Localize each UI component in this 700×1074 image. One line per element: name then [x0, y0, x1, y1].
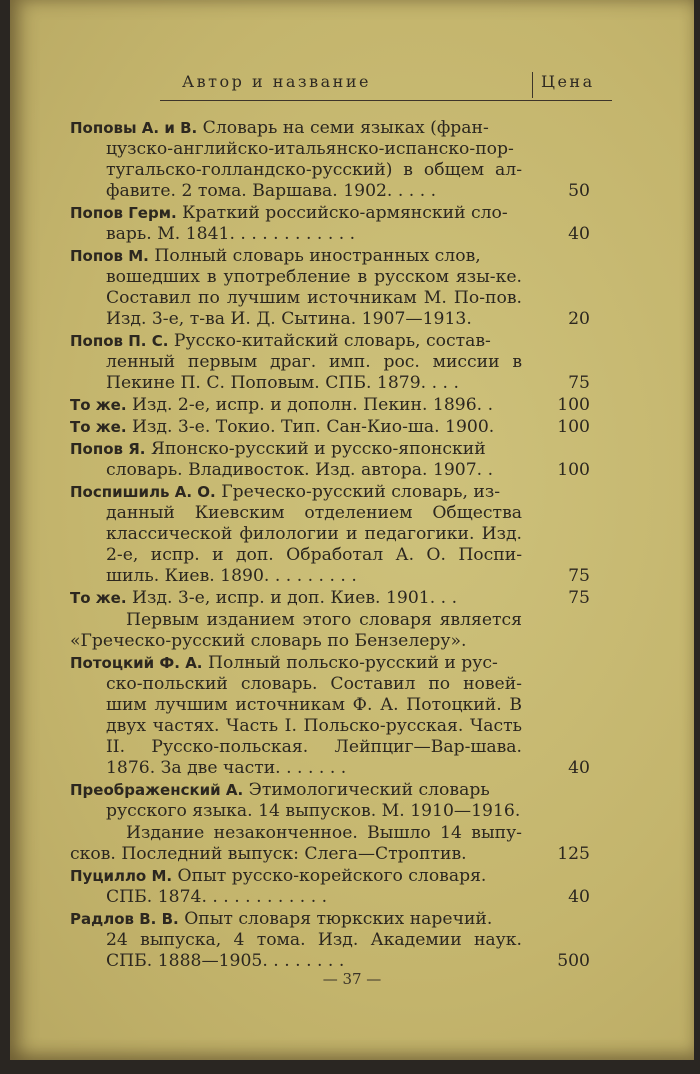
catalog-note [70, 610, 590, 652]
header-price: Цена [532, 72, 612, 98]
catalog-entry [70, 780, 590, 822]
entry-author: Попов М. [70, 247, 149, 265]
entry-price: 75 [568, 588, 590, 608]
catalog-entry [70, 395, 590, 416]
catalog-entry [70, 653, 590, 779]
entry-author: Пуцилло М. [70, 867, 173, 885]
catalog-entry [70, 866, 590, 908]
entry-title-start: Изд. 3-е, испр. и доп. Киев. 1901. . . [126, 588, 458, 608]
entry-author: Попов П. С. [70, 332, 169, 350]
entry-price: 100 [557, 395, 590, 415]
entry-title-start: Изд. 2-е, испр. и дополн. Пекин. 1896. . [126, 395, 494, 415]
entry-description: варь. М. 1841. . . . . . . . . . . . [106, 224, 356, 244]
entry-title-start: Опыт русско-корейского словаря. [172, 866, 487, 886]
entry-description: цузско-английско-итальянско-испанско-пор-тугальско-голландско-русский) в общем ал-фавите. 2 тома. Варшава. 1902. . . . . [106, 139, 522, 201]
entry-title-start: Опыт словаря тюркских наречий. [178, 909, 493, 929]
catalog-note [70, 823, 590, 865]
entry-description: русского языка. 14 выпусков. М. 1910—1916. [106, 801, 521, 821]
catalog-entry [70, 482, 590, 587]
catalog-entry [70, 118, 590, 202]
note-text: Издание незаконченное. Вышло 14 выпу-сков. Последний выпуск: Слега—Строптив. [70, 823, 522, 864]
entry-author: То же. [70, 396, 127, 414]
catalog-entry [70, 203, 590, 245]
note-price: 125 [557, 844, 590, 864]
entry-title-start: Краткий российско-армянский сло- [176, 203, 508, 223]
entry-title-start: Полный словарь иностранных слов, [148, 246, 481, 266]
catalog-entry [70, 439, 590, 481]
entry-title-start: Этимологический словарь [243, 780, 490, 800]
entry-title-start: Изд. 3-е. Токио. Тип. Сан-Кио-ша. 1900. [126, 417, 495, 437]
page-number: — 37 — [322, 970, 382, 988]
entry-description: вошедших в употребление в русском язы-ке. Составил по лучшим источникам М. По-пов. Изд. 3-е, т-ва И. Д. Сытина. 1907—1913. [106, 267, 522, 329]
entry-author: Потоцкий Ф. А. [70, 654, 203, 672]
entry-description: ско-польский словарь. Составил по новей-шим лучшим источникам Ф. А. Потоцкий. В двух частях. Часть I. Польско-русская. Часть II. Русско-польская. Лейпциг—Вар-шава. 1876. За две части. . . . . . . [106, 674, 522, 778]
entry-price: 50 [568, 181, 590, 201]
entry-price: 20 [568, 309, 590, 329]
entry-description: СПБ. 1874. . . . . . . . . . . . [106, 887, 328, 907]
catalog-entry [70, 909, 590, 972]
header-author-title: Автор и название [182, 72, 371, 91]
entry-price: 75 [568, 373, 590, 393]
entry-title-start: Полный польско-русский и рус- [202, 653, 498, 673]
entry-author: То же. [70, 589, 127, 607]
entry-price: 75 [568, 566, 590, 586]
note-text: Первым изданием этого словаря является «Греческо-русский словарь по Бензелеру». [70, 610, 522, 651]
entry-title-start: Греческо-русский словарь, из- [215, 482, 501, 502]
entry-description: словарь. Владивосток. Изд. автора. 1907. . [106, 460, 494, 480]
table-header [160, 70, 612, 101]
entry-price: 40 [568, 758, 590, 778]
entry-description: ленный первым драг. имп. рос. миссии в Пекине П. С. Поповым. СПБ. 1879. . . . [106, 352, 522, 393]
entry-price: 40 [568, 887, 590, 907]
entry-author: Попов Герм. [70, 204, 177, 222]
catalog-entry [70, 331, 590, 394]
entry-description: 24 выпуска, 4 тома. Изд. Академии наук. СПБ. 1888—1905. . . . . . . . [106, 930, 522, 971]
entry-price: 500 [557, 951, 590, 971]
catalog-entry [70, 588, 590, 609]
entry-price: 100 [557, 460, 590, 480]
entry-title-start: Словарь на семи языках (фран- [197, 118, 489, 138]
entry-title-start: Японско-русский и русско-японский [145, 439, 486, 459]
entry-title-start: Русско-китайский словарь, состав- [168, 331, 491, 351]
dictionary-catalog [70, 118, 590, 973]
entry-author: Радлов В. В. [70, 910, 179, 928]
entry-description: данный Киевским отделением Общества классической филологии и педагогики. Изд. 2-е, испр. и доп. Обработал А. О. Поспи-шиль. Киев. 1890. . . . . . . . . [106, 503, 522, 586]
entry-author: Преображенский А. [70, 781, 244, 799]
entry-price: 100 [557, 417, 590, 437]
entry-author: Попов Я. [70, 440, 146, 458]
entry-price: 40 [568, 224, 590, 244]
entry-author: Поспишиль А. О. [70, 483, 216, 501]
entry-author: Поповы А. и В. [70, 119, 198, 137]
entry-author: То же. [70, 418, 127, 436]
catalog-entry [70, 417, 590, 438]
catalog-entry [70, 246, 590, 330]
book-page [10, 0, 694, 1060]
